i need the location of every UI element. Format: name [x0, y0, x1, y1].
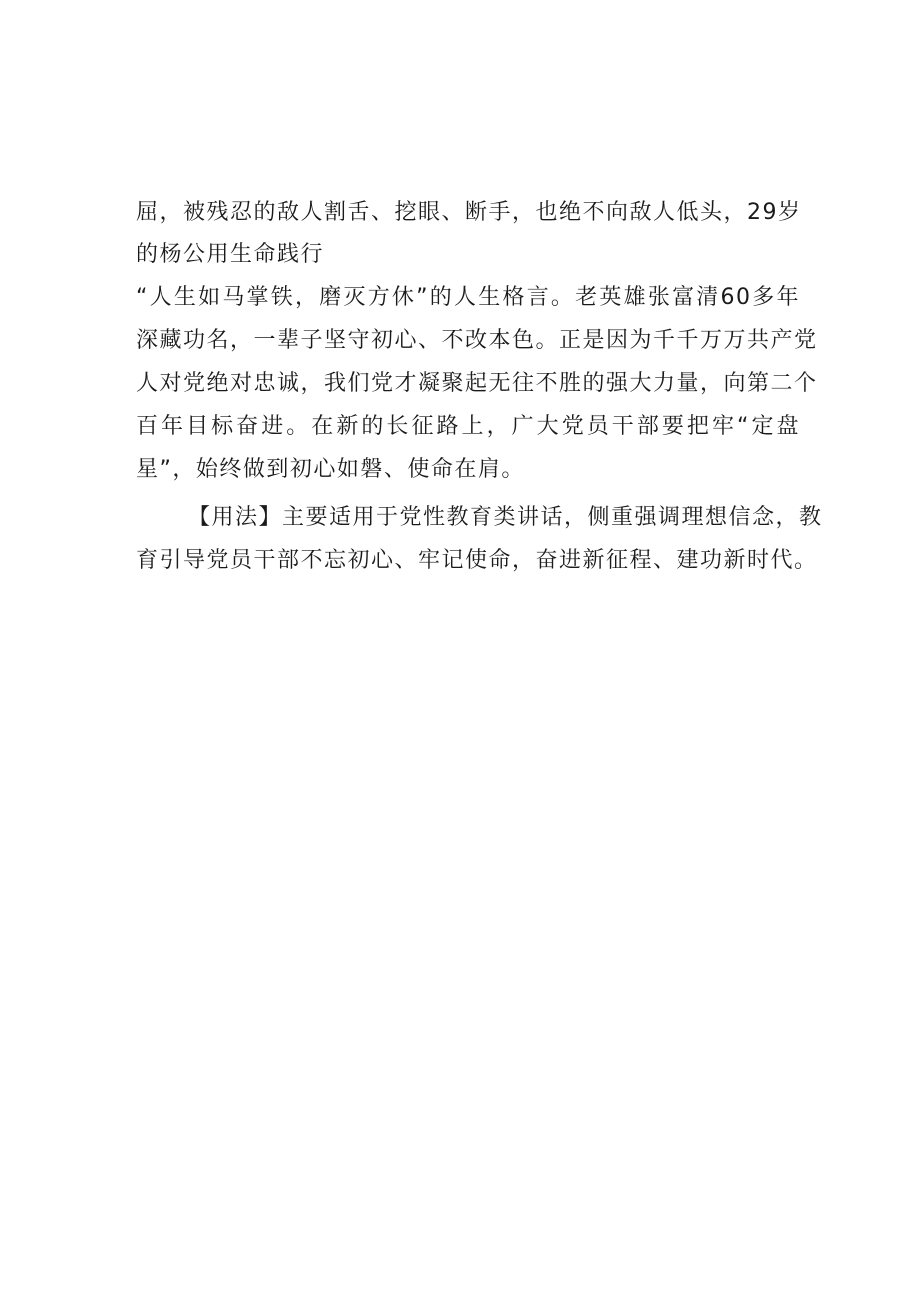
text-line: 深藏功名，一辈子坚守初心、不改本色。正是因为千千万万共产党: [136, 328, 818, 353]
text-line: 的杨公用生命践行: [136, 242, 325, 267]
text-line: “人生如马掌铁，磨灭方休”的人生格言。老英雄张富清60多年: [136, 285, 800, 310]
text-line: 星”，始终做到初心如磐、使命在肩。: [136, 457, 525, 482]
usage-line: 育引导党员干部不忘初心、牢记使命，奋进新征程、建功新时代。: [136, 548, 818, 573]
usage-line: 【用法】主要适用于党性教育类讲话，侧重强调理想信念，教: [188, 505, 823, 530]
text-line: 屈，被残忍的敌人割舌、挖眼、断手，也绝不向敌人低头，29岁: [136, 200, 802, 225]
text-line: 人对党绝对忠诚，我们党才凝聚起无往不胜的强大力量，向第二个: [136, 371, 818, 396]
text-line: 百年目标奋进。在新的长征路上，广大党员干部要把牢“定盘: [136, 414, 800, 439]
